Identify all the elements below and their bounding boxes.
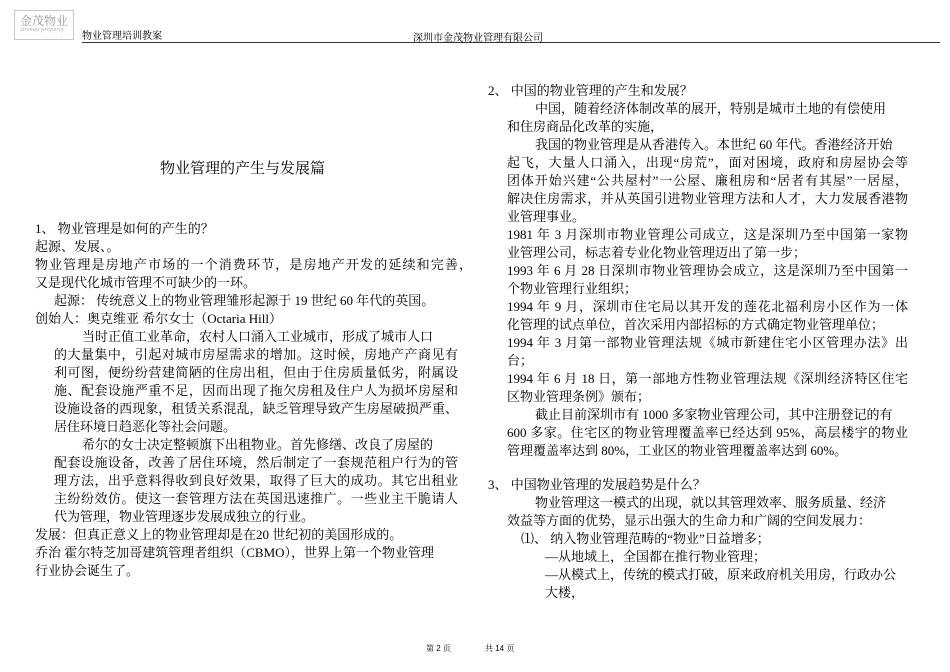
body-line: 1994 年 6 月 18 日，第一部地方性物业管理法规《深圳经济特区住宅 [507, 371, 908, 386]
question-2-heading: 2、 中国的物业管理的产生和发展？ [488, 83, 693, 98]
body-line: 1993 年 6 月 28 日深圳市物业管理协会成立，这是深圳乃至中国第一 [507, 263, 908, 278]
body-line: 台； [507, 353, 534, 368]
body-line: 团体开始兴建“公共屋村”一公屋、廉租房和“居者有其屋”一居屋， [507, 173, 908, 188]
body-line: 利可图，便纷纷营建简陋的住房出租，但由于住房质量低劣，附属设 [54, 365, 458, 380]
body-line: 乔治 霍尔特芝加哥建筑管理者组织（CBMO），世界上第一个物业管理 [35, 545, 435, 560]
body-line: 解决住房需求，并从英国引进物业管理方法和人才，大力发展香港物 [507, 191, 908, 206]
body-line: 和住房商品化改革的实施， [507, 119, 664, 134]
body-line: 我国的物业管理是从香港传入。本世纪 60 年代。香港经济开始 [535, 137, 893, 152]
body-line: 代为管理，物业管理逐步发展成独立的行业。 [54, 509, 315, 524]
body-line: 发展：但真正意义上的物业管理却是在20 世纪初的美国形成的。 [35, 527, 403, 542]
body-line: 化管理的试点单位，首次采用内部招标的方式确定物业管理单位； [507, 317, 885, 332]
body-line: 1994 年 9 月，深圳市住宅局以其开发的莲花北福利房小区作为一体 [507, 299, 908, 314]
body-line: 物业管理这一模式的出现，就以其管理效率、服务质量、经济 [535, 495, 887, 510]
body-line: 效益等方面的优势，显示出强大的生命力和广阔的空间发展力： [507, 513, 872, 528]
body-line: 个物业管理行业组织； [507, 281, 638, 296]
header-title: 物业管理培训教案 [82, 31, 162, 42]
body-line: 管理覆盖率达到 80%，工业区的物业管理覆盖率达到 60%。 [507, 443, 848, 458]
total-pages: 共 14 页 [485, 644, 515, 653]
header-company: 深圳市金茂物业管理有限公司 [413, 33, 543, 44]
body-line: 当时正值工业革命，农村人口涌入工业城市，形成了城市人口 [82, 329, 434, 344]
body-line: 居住环境日趋恶化等社会问题。 [54, 419, 237, 434]
body-line: —从模式上，传统的模式打破，原来政府机关用房，行政办公 [545, 567, 897, 582]
document-title: 物业管理的产生与发展篇 [160, 161, 326, 177]
body-line: 中国，随着经济体制改革的展开，特别是城市土地的有偿使用 [535, 101, 887, 116]
question-1-heading: 1、 物业管理是如何的产生的？ [35, 221, 214, 236]
body-line: 起源、发展、。 [35, 239, 120, 254]
body-line: —从地域上，全国都在推行物业管理； [545, 549, 767, 564]
body-line: 希尔的女士决定整顿旗下出租物业。首先修缮、改良了房屋的 [82, 437, 434, 452]
body-line: 配套设施设备，改善了居住环境，然后制定了一套规范租户行为的管 [54, 455, 458, 470]
body-line: 截止目前深圳市有 1000 多家物业管理公司，其中注册登记的有 [535, 407, 893, 422]
body-line: 又是现代化城市管理不可缺少的一环。 [35, 275, 257, 290]
body-line: 起飞，大量人口涌入，出现“房荒”，面对困境，政府和房屋协会等 [507, 155, 908, 170]
body-line: 行业协会诞生了。 [35, 563, 140, 578]
page-number: 第 2 页 [426, 644, 451, 653]
body-line: 起源： 传统意义上的物业管理雏形起源于 19 世纪 60 年代的英国。 [54, 293, 435, 308]
header-divider [82, 42, 940, 43]
body-line: 理方法，出乎意料得收到良好效果，取得了巨大的成功。其它出租业 [54, 473, 458, 488]
body-line: 1994 年 3 月第一部物业管理法规《城市新建住宅小区管理办法》出 [507, 335, 908, 350]
body-line: 区物业管理条例》颁布； [507, 389, 651, 404]
body-line: 大楼， [545, 585, 585, 600]
body-line: 设施设备的西现象，租赁关系混乱，缺乏管理导致产生房屋破损严重、 [54, 401, 458, 416]
logo-subtext: Jinmao property [20, 27, 65, 33]
body-line: 的大量集中，引起对城市房屋需求的增加。这时候，房地产产商见有 [54, 347, 458, 362]
logo-text: 金茂物业 [20, 14, 69, 28]
body-line: 600 多家。住宅区的物业管理覆盖率已经达到 95%，高层楼宇的物业 [507, 425, 908, 440]
question-3-heading: 3、 中国物业管理的发展趋势是什么？ [488, 477, 706, 492]
body-line: 1981 年 3 月深圳市物业管理公司成立，这是深圳乃至中国第一家物 [507, 227, 908, 242]
company-logo [14, 10, 74, 40]
body-line: 主纷纷效仿。使这一套管理方法在英国迅速推广。一些业主干脆请人 [54, 491, 458, 506]
body-line: 施、配套设施严重不足，因而出现了拖欠房租及住户人为损坏房屋和 [54, 383, 458, 398]
body-line: 创始人：奥克维亚 希尔女士（Octaria Hill） [35, 311, 282, 326]
body-line: 业管理公司，标志着专业化物业管理迈出了第一步； [507, 245, 807, 260]
body-line: 业管理事业。 [507, 209, 586, 224]
body-line: ⑴、 纳入物业管理范畴的“物业”日益增多； [521, 531, 770, 546]
body-line: 物业管理是房地产市场的一个消费环节，是房地产开发的延续和完善， [35, 257, 472, 272]
